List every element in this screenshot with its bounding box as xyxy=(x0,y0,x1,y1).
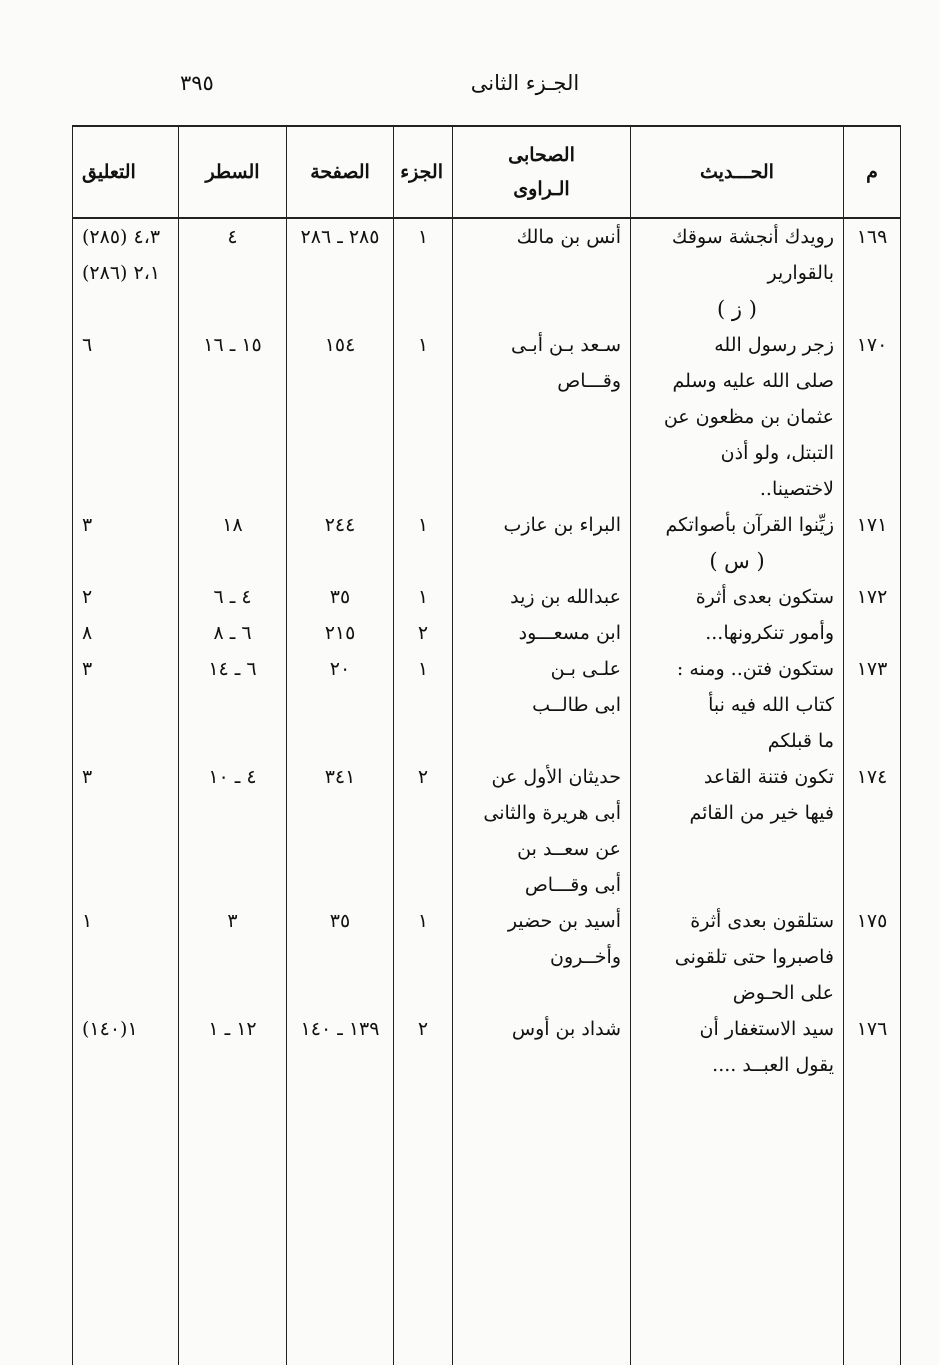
entry-note: ٣ xyxy=(73,507,179,543)
entry-narrator: البراء بن عازب xyxy=(453,507,631,543)
entry-note: ١(١٤٠) xyxy=(73,1011,179,1083)
hadith-line: ما قبلكم xyxy=(767,730,834,752)
entry-note: ٣ xyxy=(73,759,179,903)
entry-narrator: شداد بن أوس xyxy=(453,1011,631,1083)
hadith-line: ستكون فتن.. ومنه : xyxy=(676,658,834,680)
line-range: ٤ ـ ٦ xyxy=(213,586,252,608)
entry-page: ٢٨٥ ـ ٢٨٦ xyxy=(287,218,394,291)
entry-hadith: زيِّنوا القرآن بأصواتكم xyxy=(631,507,844,543)
col-header-page: الصفحة xyxy=(287,126,394,218)
table-row-174 xyxy=(73,759,901,903)
hadith-line: ستلقون بعدى أثرة xyxy=(690,910,834,932)
page-line: ٢١٥ xyxy=(324,622,356,644)
entry-narrator xyxy=(453,327,631,507)
hadith-line: ستكون بعدى أثرة xyxy=(695,586,834,608)
letter-row-zay xyxy=(73,291,901,327)
narrator-line: وقـــاص xyxy=(557,370,621,392)
entry-narrator xyxy=(453,579,631,651)
entry-line: ٤ ـ ١٠ xyxy=(179,759,287,903)
entry-page: ٣٤١ xyxy=(287,759,394,903)
narrator-line: عن سعــد بن xyxy=(517,838,621,860)
col-header-part: الجزء xyxy=(394,126,453,218)
entry-num: ١٧٥ xyxy=(844,903,901,1011)
narrator-line: سـعد بـن أبـى xyxy=(511,334,621,356)
entry-line xyxy=(179,579,287,651)
hadith-line: على الحـوض xyxy=(732,982,834,1004)
entry-narrator: أنس بن مالك xyxy=(453,218,631,291)
entry-note xyxy=(73,579,179,651)
col-header-narrator-line2: الـراوى xyxy=(513,178,570,200)
entry-page: ١٥٤ xyxy=(287,327,394,507)
hadith-line: عثمان بن مظعون عن xyxy=(663,406,834,428)
col-header-line: السطر xyxy=(179,126,287,218)
table-row-173 xyxy=(73,651,901,759)
narrator-line: علـى بـن xyxy=(550,658,621,680)
col-header-num: م xyxy=(844,126,901,218)
table-row-170 xyxy=(73,327,901,507)
entry-num: ١٧٤ xyxy=(844,759,901,903)
entry-note: ٣ xyxy=(73,651,179,759)
entry-narrator xyxy=(453,903,631,1011)
col-header-note: التعليق xyxy=(73,126,179,218)
entry-page: ١٣٩ ـ ١٤٠ xyxy=(287,1011,394,1083)
hadith-line: يقول العبــد .... xyxy=(712,1054,834,1076)
entry-line: ١٥ ـ ١٦ xyxy=(179,327,287,507)
col-header-hadith: الحـــديث xyxy=(631,126,844,218)
running-title: الجـزء الثانى xyxy=(470,71,580,95)
table-row-175 xyxy=(73,903,901,1011)
entry-part: ١ xyxy=(394,903,453,1011)
entry-line: ٤ xyxy=(179,218,287,291)
entry-part: ١ xyxy=(394,507,453,543)
narrator-line: أبى هريرة والثانى xyxy=(483,802,621,824)
narrator-line: أبى وقـــاص xyxy=(524,874,621,896)
hadith-line: صلى الله عليه وسلم xyxy=(672,370,834,392)
table-row-172 xyxy=(73,579,901,651)
entry-hadith xyxy=(631,651,844,759)
hadith-line: كتاب الله فيه نبأ xyxy=(708,694,834,716)
hadith-line: وأمور تنكرونها... xyxy=(705,622,834,644)
entry-narrator xyxy=(453,759,631,903)
entry-line: ١٢ ـ ١ xyxy=(179,1011,287,1083)
entry-num: ١٦٩ xyxy=(844,218,901,291)
table-filler-row xyxy=(73,1083,901,1365)
entry-page xyxy=(287,579,394,651)
entry-part: ١ xyxy=(394,218,453,291)
hadith-line: بالقوارير xyxy=(767,262,834,284)
entry-part xyxy=(394,579,453,651)
table-header-row xyxy=(73,126,901,218)
entry-narrator xyxy=(453,651,631,759)
entry-hadith xyxy=(631,759,844,903)
entry-note xyxy=(73,218,179,291)
entry-line: ١٨ xyxy=(179,507,287,543)
note-line: ٢ xyxy=(82,586,93,608)
col-header-narrator-line1: الصحابى xyxy=(508,144,575,166)
hadith-line: فاصبروا حتى تلقونى xyxy=(674,946,834,968)
col-header-narrator xyxy=(453,126,631,218)
entry-hadith xyxy=(631,327,844,507)
hadith-index-table xyxy=(72,125,901,1365)
entry-num: ١٧٣ xyxy=(844,651,901,759)
section-letter: ( ز ) xyxy=(631,291,844,327)
entry-hadith xyxy=(631,1011,844,1083)
line-range: ٦ ـ ٨ xyxy=(213,622,252,644)
part-line: ٢ xyxy=(417,622,429,644)
section-letter: ( س ) xyxy=(631,543,844,579)
part-line: ١ xyxy=(417,586,429,608)
narrator-line: عبدالله بن زيد xyxy=(510,586,621,608)
note-line: ٤،٣ (٢٨٥) xyxy=(82,226,161,248)
entry-part: ٢ xyxy=(394,759,453,903)
narrator-line: ابن مسعـــود xyxy=(518,622,621,644)
entry-hadith xyxy=(631,218,844,291)
page-number: ٣٩٥ xyxy=(180,71,214,95)
entry-part: ٢ xyxy=(394,1011,453,1083)
letter-row-sin xyxy=(73,543,901,579)
hadith-line: فيها خير من القائم xyxy=(689,802,834,824)
note-line: ٨ xyxy=(82,622,93,644)
entry-page: ٢٤٤ xyxy=(287,507,394,543)
hadith-line: التبتل، ولو أذن xyxy=(720,442,834,464)
narrator-line: أسيد بن حضير xyxy=(507,910,621,932)
narrator-line: ابى طالــب xyxy=(532,694,621,716)
note-line: ٢،١ (٢٨٦) xyxy=(82,262,161,284)
entry-line: ٦ ـ ١٤ xyxy=(179,651,287,759)
entry-num: ١٧٦ xyxy=(844,1011,901,1083)
hadith-line: تكون فتنة القاعد xyxy=(703,766,834,788)
entry-note: ٦ xyxy=(73,327,179,507)
page-line: ٣٥ xyxy=(329,586,351,608)
narrator-line: حديثان الأول عن xyxy=(491,766,621,788)
narrator-line: وأخــرون xyxy=(550,946,621,968)
hadith-line: رويدك أنجشة سوقك xyxy=(671,226,834,248)
table-row-176 xyxy=(73,1011,901,1083)
entry-num: ١٧٢ xyxy=(844,579,901,651)
table-row-171 xyxy=(73,507,901,543)
hadith-line: زجر رسول الله xyxy=(714,334,834,356)
entry-hadith xyxy=(631,903,844,1011)
entry-part: ١ xyxy=(394,327,453,507)
entry-hadith xyxy=(631,579,844,651)
entry-page: ٢٠ xyxy=(287,651,394,759)
hadith-line: لاختصينا.. xyxy=(759,478,834,500)
hadith-line: سيد الاستغفار أن xyxy=(699,1018,834,1040)
entry-part: ١ xyxy=(394,651,453,759)
entry-num: ١٧١ xyxy=(844,507,901,543)
entry-num: ١٧٠ xyxy=(844,327,901,507)
entry-page: ٣٥ xyxy=(287,903,394,1011)
table-row-169 xyxy=(73,218,901,291)
entry-note: ١ xyxy=(73,903,179,1011)
entry-line: ٣ xyxy=(179,903,287,1011)
